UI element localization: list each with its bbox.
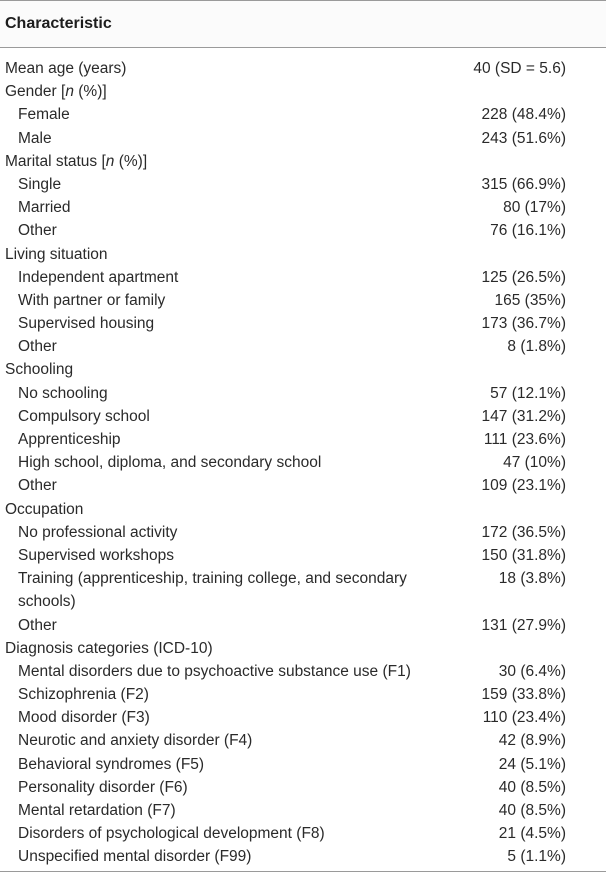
row-value: 30 (6.4%) [498,662,566,680]
row-label: Training (apprenticeship, training college, and secondary schools) [18,570,407,611]
table-row [0,173,606,196]
row-label: Unspecified mental disorder (F99) [18,848,252,866]
row-value: 111 (23.6%) [483,431,566,448]
table-row [0,706,606,729]
header-characteristic: Characteristic [5,15,112,32]
table-row [0,289,606,312]
row-label: Mean age (years) [5,60,127,77]
row-value: 159 (33.8%) [481,686,566,704]
row-value: 315 (66.9%) [481,175,566,193]
table-row [0,729,606,752]
row-label: Personality disorder (F6) [18,778,188,796]
row-label: Supervised housing [18,315,155,333]
row-value: 57 (12.1%) [490,384,566,402]
row-label: Diagnosis categories (ICD-10) [5,639,213,657]
row-value: 147 (31.2%) [481,407,566,425]
table-row [0,150,606,173]
table-row [0,567,606,613]
row-value: 76 (16.1%) [490,222,566,240]
table-row [0,776,606,799]
row-label: Married [18,199,71,217]
row-label: No schooling [18,384,108,402]
row-label: No professional activity [18,523,178,541]
row-label: Disorders of psychological development (F8) [18,825,325,843]
row-value: 8 (1.8%) [507,338,566,356]
row-label: Mental retardation (F7) [18,802,176,820]
row-label: Schizophrenia (F2) [18,686,149,704]
row-value: 40 (8.5%) [498,802,566,820]
table-row [0,266,606,289]
row-value: 24 (5.1%) [498,755,566,773]
row-label: Gender [n (%)] [5,83,107,101]
row-label: Other [18,477,57,495]
row-value: 42 (8.9%) [498,732,566,750]
row-label: Other [18,616,57,634]
row-value: 40 (8.5%) [498,778,566,796]
table-row [0,660,606,683]
row-value: 5 (1.1%) [507,848,566,866]
row-value: 18 (3.8%) [498,570,566,588]
row-label: High school, diploma, and secondary school [18,454,322,472]
table-row [0,637,606,660]
row-value: 150 (31.8%) [481,546,566,564]
row-label: Other [18,222,57,240]
bottom-rule [0,871,606,872]
row-value: 21 (4.5%) [498,825,566,843]
row-value: 80 (17%) [503,199,566,217]
table-row [0,312,606,335]
row-label: Neurotic and anxiety disorder (F4) [18,732,253,750]
table-row [0,474,606,497]
row-label: Apprenticeship [18,431,121,448]
table-row [0,57,606,80]
row-label: Marital status [n (%)] [5,152,148,170]
row-value: 47 (10%) [503,454,566,472]
table-row [0,405,606,428]
table-row [0,683,606,706]
row-value: 125 (26.5%) [481,268,566,286]
table-row [0,358,606,381]
table-header [0,0,606,48]
table-row [0,544,606,567]
row-value: 228 (48.4%) [481,106,566,124]
table-row [0,127,606,150]
row-label: Compulsory school [18,407,150,425]
row-label: Schooling [5,361,74,379]
row-label: Female [18,106,70,124]
table-body [0,57,606,869]
row-value: 40 (SD = 5.6) [473,60,566,77]
table-row [0,753,606,776]
row-label: Independent apartment [18,268,179,286]
row-label: Occupation [5,500,84,518]
row-label: Behavioral syndromes (F5) [18,755,205,773]
table-row [0,103,606,126]
table-row [0,243,606,266]
row-label: Other [18,338,57,356]
table-row [0,219,606,242]
row-label: Single [18,175,62,193]
row-label: Male [18,129,52,147]
table-row [0,799,606,822]
table-row [0,451,606,474]
table-row [0,428,606,451]
row-value: 165 (35%) [494,291,566,309]
row-value: 110 (23.4%) [482,709,566,727]
row-label: With partner or family [18,291,166,309]
row-value: 243 (51.6%) [481,129,566,147]
table-row [0,614,606,637]
row-label: Supervised workshops [18,546,174,564]
table-row [0,196,606,219]
row-value: 109 (23.1%) [481,477,566,495]
table-row [0,822,606,845]
table-row [0,845,606,868]
table-row [0,521,606,544]
row-label: Mental disorders due to psychoactive substance use (F1) [18,662,411,680]
row-label: Living situation [5,245,108,263]
row-label: Mood disorder (F3) [18,709,150,727]
row-value: 172 (36.5%) [481,523,566,541]
row-value: 131 (27.9%) [481,616,566,634]
table-row [0,382,606,405]
row-value: 173 (36.7%) [481,315,566,333]
table-row [0,335,606,358]
table-row [0,498,606,521]
table-row [0,80,606,103]
